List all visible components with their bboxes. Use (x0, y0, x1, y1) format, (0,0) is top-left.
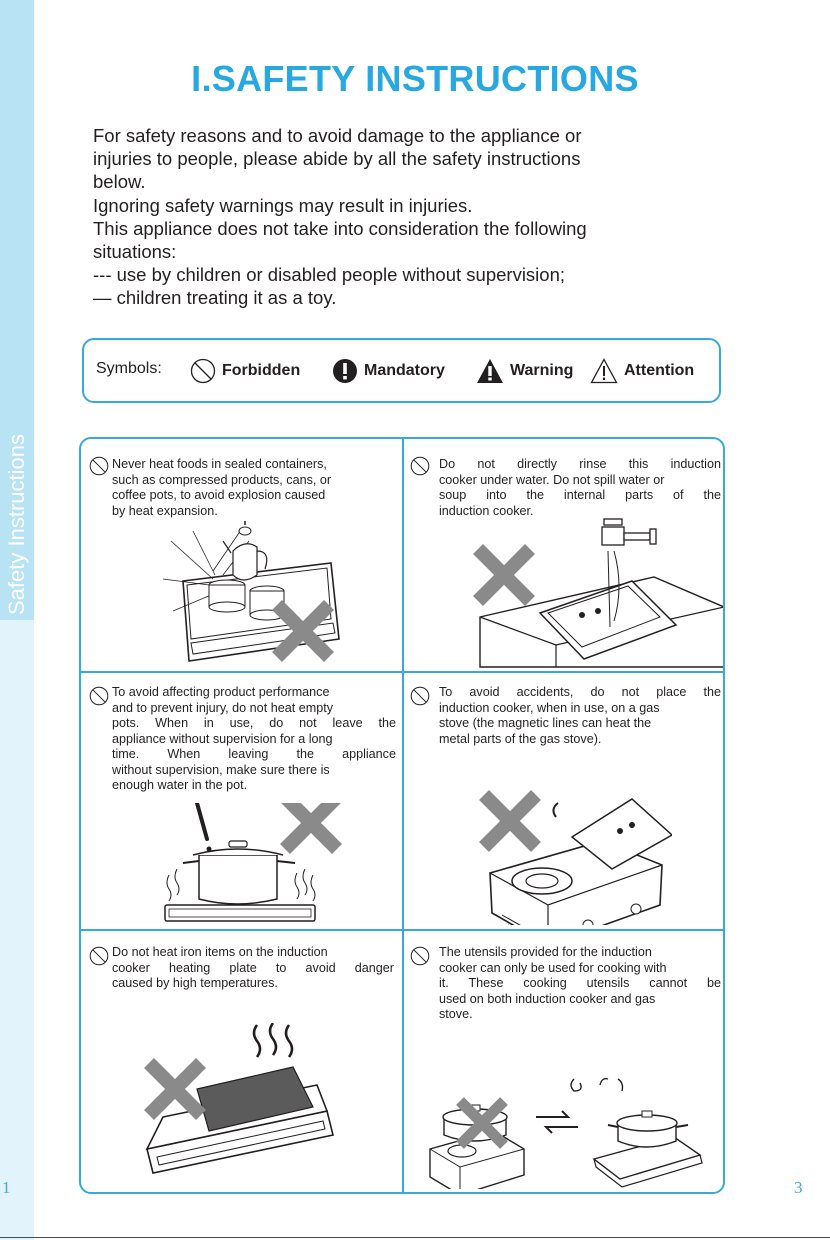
instruction-cell-empty-pots (81, 673, 402, 929)
instruction-cell-iron-items (81, 931, 402, 1194)
instruction-text: Never heat foods in sealed containers, such as compressed products, cans, or coffee pots, to avoid explosion caused by heat expansion. (112, 457, 332, 518)
page-title: I.SAFETY INSTRUCTIONS (191, 58, 639, 99)
intro-line: — children treating it as a toy. (93, 287, 337, 309)
instruction-text: Do not heat iron items on the induction cooker heating plate to avoid danger caused by high temperatures. (112, 945, 394, 990)
cross-icon (478, 549, 530, 601)
page-number-right: 3 (794, 1178, 803, 1197)
forbidden-icon (89, 686, 109, 706)
symbol-label: Mandatory (364, 362, 445, 379)
forbidden-icon (89, 456, 109, 476)
instruction-text: The utensils provided for the induction cooker can only be used for cooking with it. These cooking utensils cannot be used on both induction cooker and gas stove. (439, 945, 721, 1021)
intro-line: situations: (93, 241, 177, 263)
attention-icon (590, 358, 618, 384)
forbidden-icon (190, 358, 216, 384)
iron-plate-illustration (137, 1023, 343, 1183)
gas-stove-illustration (472, 765, 672, 925)
intro-line: Ignoring safety warnings may result in injuries. (93, 194, 473, 216)
intro-text (93, 124, 673, 310)
instruction-text: To avoid affecting product performance and to prevent injury, do not heat empty pots. When in use, do not leave the appliance without supervision for a long time. When leaving the appliance without supervision, make sure there is enough water in the pot. (112, 685, 396, 792)
intro-line: injuries to people, please abide by all the safety instructions (93, 148, 581, 170)
intro-line: below. (93, 171, 146, 193)
symbol-forbidden (190, 358, 300, 384)
instruction-cell-sealed-containers (81, 439, 402, 671)
instruction-cell-do-not-rinse (404, 439, 725, 671)
page-number-left: 1 (2, 1178, 11, 1197)
footer-line (0, 1237, 830, 1238)
intro-line: This appliance does not take into consideration the following (93, 217, 587, 239)
instruction-text: To avoid accidents, do not place the induction cooker, when in use, on a gas stove (the magnetic lines can heat the metal parts of the gas stove). (439, 685, 721, 746)
instruction-cell-gas-stove (404, 673, 725, 929)
symbol-label: Forbidden (222, 362, 301, 379)
symbol-warning (476, 358, 573, 384)
forbidden-icon (410, 686, 430, 706)
utensils-illustration (424, 1039, 720, 1189)
symbol-attention (590, 358, 694, 384)
forbidden-icon (410, 456, 430, 476)
cross-icon (285, 803, 337, 849)
explosion-illustration (153, 521, 343, 669)
intro-line: For safety reasons and to avoid damage to the appliance or (93, 125, 582, 146)
rinse-illustration (464, 517, 725, 669)
empty-pot-illustration (157, 803, 357, 925)
forbidden-icon (89, 946, 109, 966)
cross-icon (149, 1063, 201, 1115)
intro-line: --- use by children or disabled people without supervision; (93, 264, 566, 286)
instruction-grid (79, 437, 725, 1194)
symbol-mandatory (332, 358, 445, 384)
warning-icon (476, 358, 504, 384)
side-tab-label: Safety Instructions (4, 434, 29, 615)
symbols-label: Symbols: (96, 360, 162, 377)
symbol-label: Attention (624, 362, 695, 379)
symbols-legend (82, 338, 721, 403)
mandatory-icon (332, 358, 358, 384)
symbol-label: Warning (510, 362, 574, 379)
instruction-cell-utensils (404, 931, 725, 1194)
cross-icon (484, 795, 536, 847)
forbidden-icon (410, 946, 430, 966)
instruction-text: Do not directly rinse this induction cooker under water. Do not spill water or soup into the internal parts of the induction cooker. (439, 457, 721, 518)
